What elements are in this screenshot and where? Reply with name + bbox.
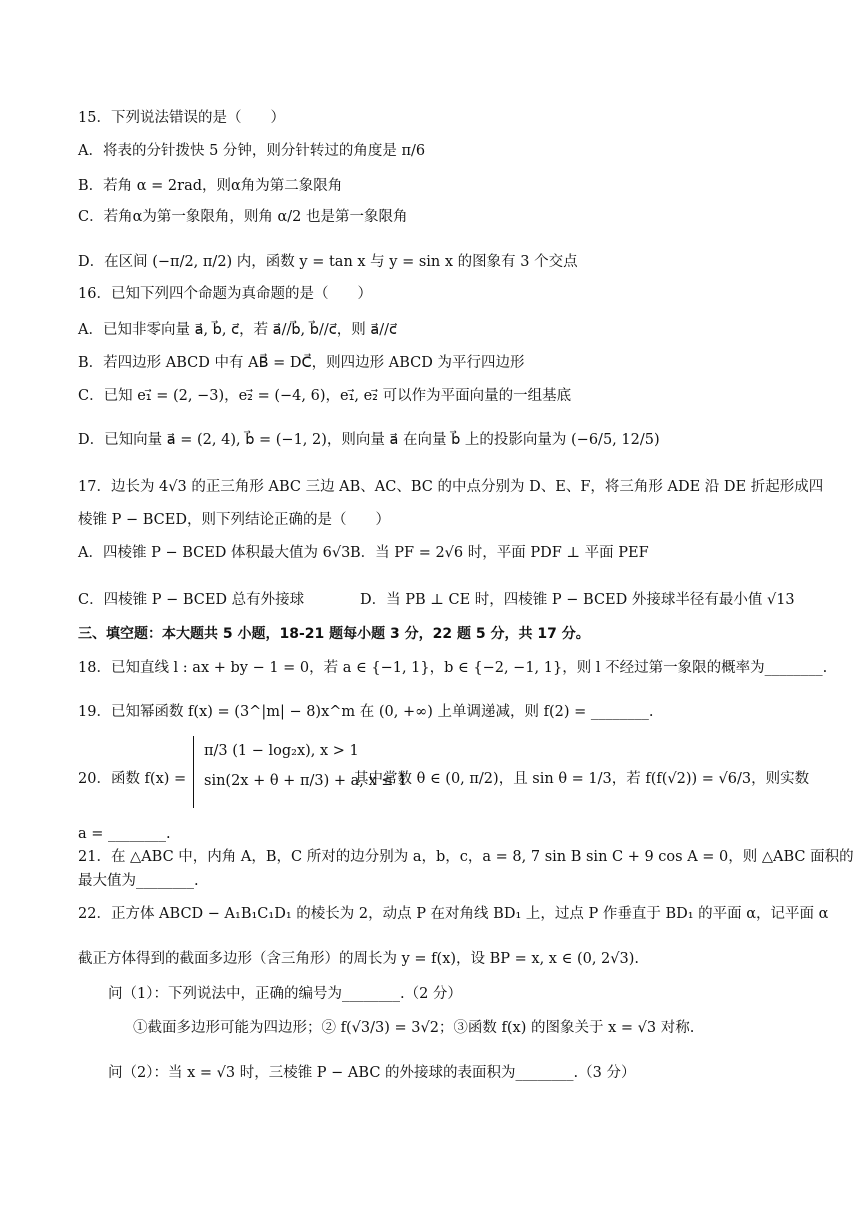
q20-lead: 20．函数 f(x) = [78,771,187,787]
q16-stem: 16．已知下列四个命题为真命题的是（ ） [78,286,372,302]
q17-option-c: C．四棱锥 P − BCED 总有外接球 [78,592,305,608]
q16-option-c: C．已知 e₁⃗ = (2, −3)，e₂⃗ = (−4, 6)，e₁⃗, e₂⃗ 可以作为平面向量的一组基底 [78,388,572,404]
q15-option-a: A．将表的分针拨快 5 分钟，则分针转过的角度是 π/6 [78,143,426,159]
q20-tail: 其中常数 θ ∈ (0, π/2)，且 sin θ = 1/3，若 f(f(√2)) = √6/3，则实数 [354,771,810,787]
q21-line2: 最大值为________. [78,873,199,889]
q22-sub-2: 问（2）：当 x = √3 时，三棱锥 P − ABC 的外接球的表面积为________.（3 分） [108,1065,636,1081]
q15-stem: 15．下列说法错误的是（ ） [78,110,285,126]
q19: 19．已知幂函数 f(x) = (3^|m| − 8)x^m 在 (0, +∞) 上单调递减，则 f(2) = ________. [78,704,654,720]
q21-line1: 21．在 △ABC 中，内角 A，B，C 所对的边分别为 a，b，c，a = 8, 7 sin B sin C + 9 cos A = 0，则 △ABC 面积的 [78,849,854,865]
q16-option-b: B．若四边形 ABCD 中有 AB⃗ = DC⃗，则四边形 ABCD 为平行四边形 [78,355,525,371]
q15-option-b: B．若角 α = 2rad，则α角为第二象限角 [78,178,343,194]
q17-option-b: B．当 PF = 2√6 时，平面 PDF ⊥ 平面 PEF [350,545,649,561]
q15-option-c: C．若角α为第一象限角，则角 α/2 也是第一象限角 [78,209,408,225]
q17-option-a: A．四棱锥 P − BCED 体积最大值为 6√3 [78,545,351,561]
q18: 18．已知直线 l : ax + by − 1 = 0，若 a ∈ {−1, 1}，b ∈ {−2, −1, 1}，则 l 不经过第一象限的概率为________. [78,660,828,676]
section-3-heading: 三、填空题：本大题共 5 小题，18-21 题每小题 3 分，22 题 5 分，共 17 分。 [78,626,590,642]
q20-case-2: sin(2x + θ + π/3) + a, x ≤ 1 [204,773,408,789]
q20-case-1: π/3 (1 − log₂x), x > 1 [204,743,359,759]
q22-line1: 22．正方体 ABCD − A₁B₁C₁D₁ 的棱长为 2，动点 P 在对角线 BD₁ 上，过点 P 作垂直于 BD₁ 的平面 α，记平面 α [78,906,829,922]
q22-sub-1: 问（1）：下列说法中，正确的编号为________.（2 分） [108,986,462,1002]
q17-stem-line2: 棱锥 P − BCED，则下列结论正确的是（ ） [78,512,390,528]
q20-end: a = ________. [78,826,171,842]
q17-stem-line1: 17．边长为 4√3 的正三角形 ABC 三边 AB、AC、BC 的中点分别为 D、E、F，将三角形 ADE 沿 DE 折起形成四 [78,479,824,495]
q22-sub-1-options: ①截面多边形可能为四边形；② f(√3/3) = 3√2；③函数 f(x) 的图象关于 x = √3 对称. [133,1020,695,1036]
q15-option-d: D．在区间 (−π/2, π/2) 内，函数 y = tan x 与 y = sin x 的图象有 3 个交点 [78,254,578,270]
q16-option-d: D．已知向量 a⃗ = (2, 4), b⃗ = (−1, 2)，则向量 a⃗ 在向量 b⃗ 上的投影向量为 (−6/5, 12/5) [78,432,660,448]
q22-line2: 截正方体得到的截面多边形（含三角形）的周长为 y = f(x)，设 BP = x, x ∈ (0, 2√3). [78,951,639,967]
q16-option-a: A．已知非零向量 a⃗, b⃗, c⃗，若 a⃗//b⃗, b⃗//c⃗，则 a⃗//c⃗ [78,322,397,338]
q17-option-d: D．当 PB ⊥ CE 时，四棱锥 P − BCED 外接球半径有最小值 √13 [360,592,795,608]
